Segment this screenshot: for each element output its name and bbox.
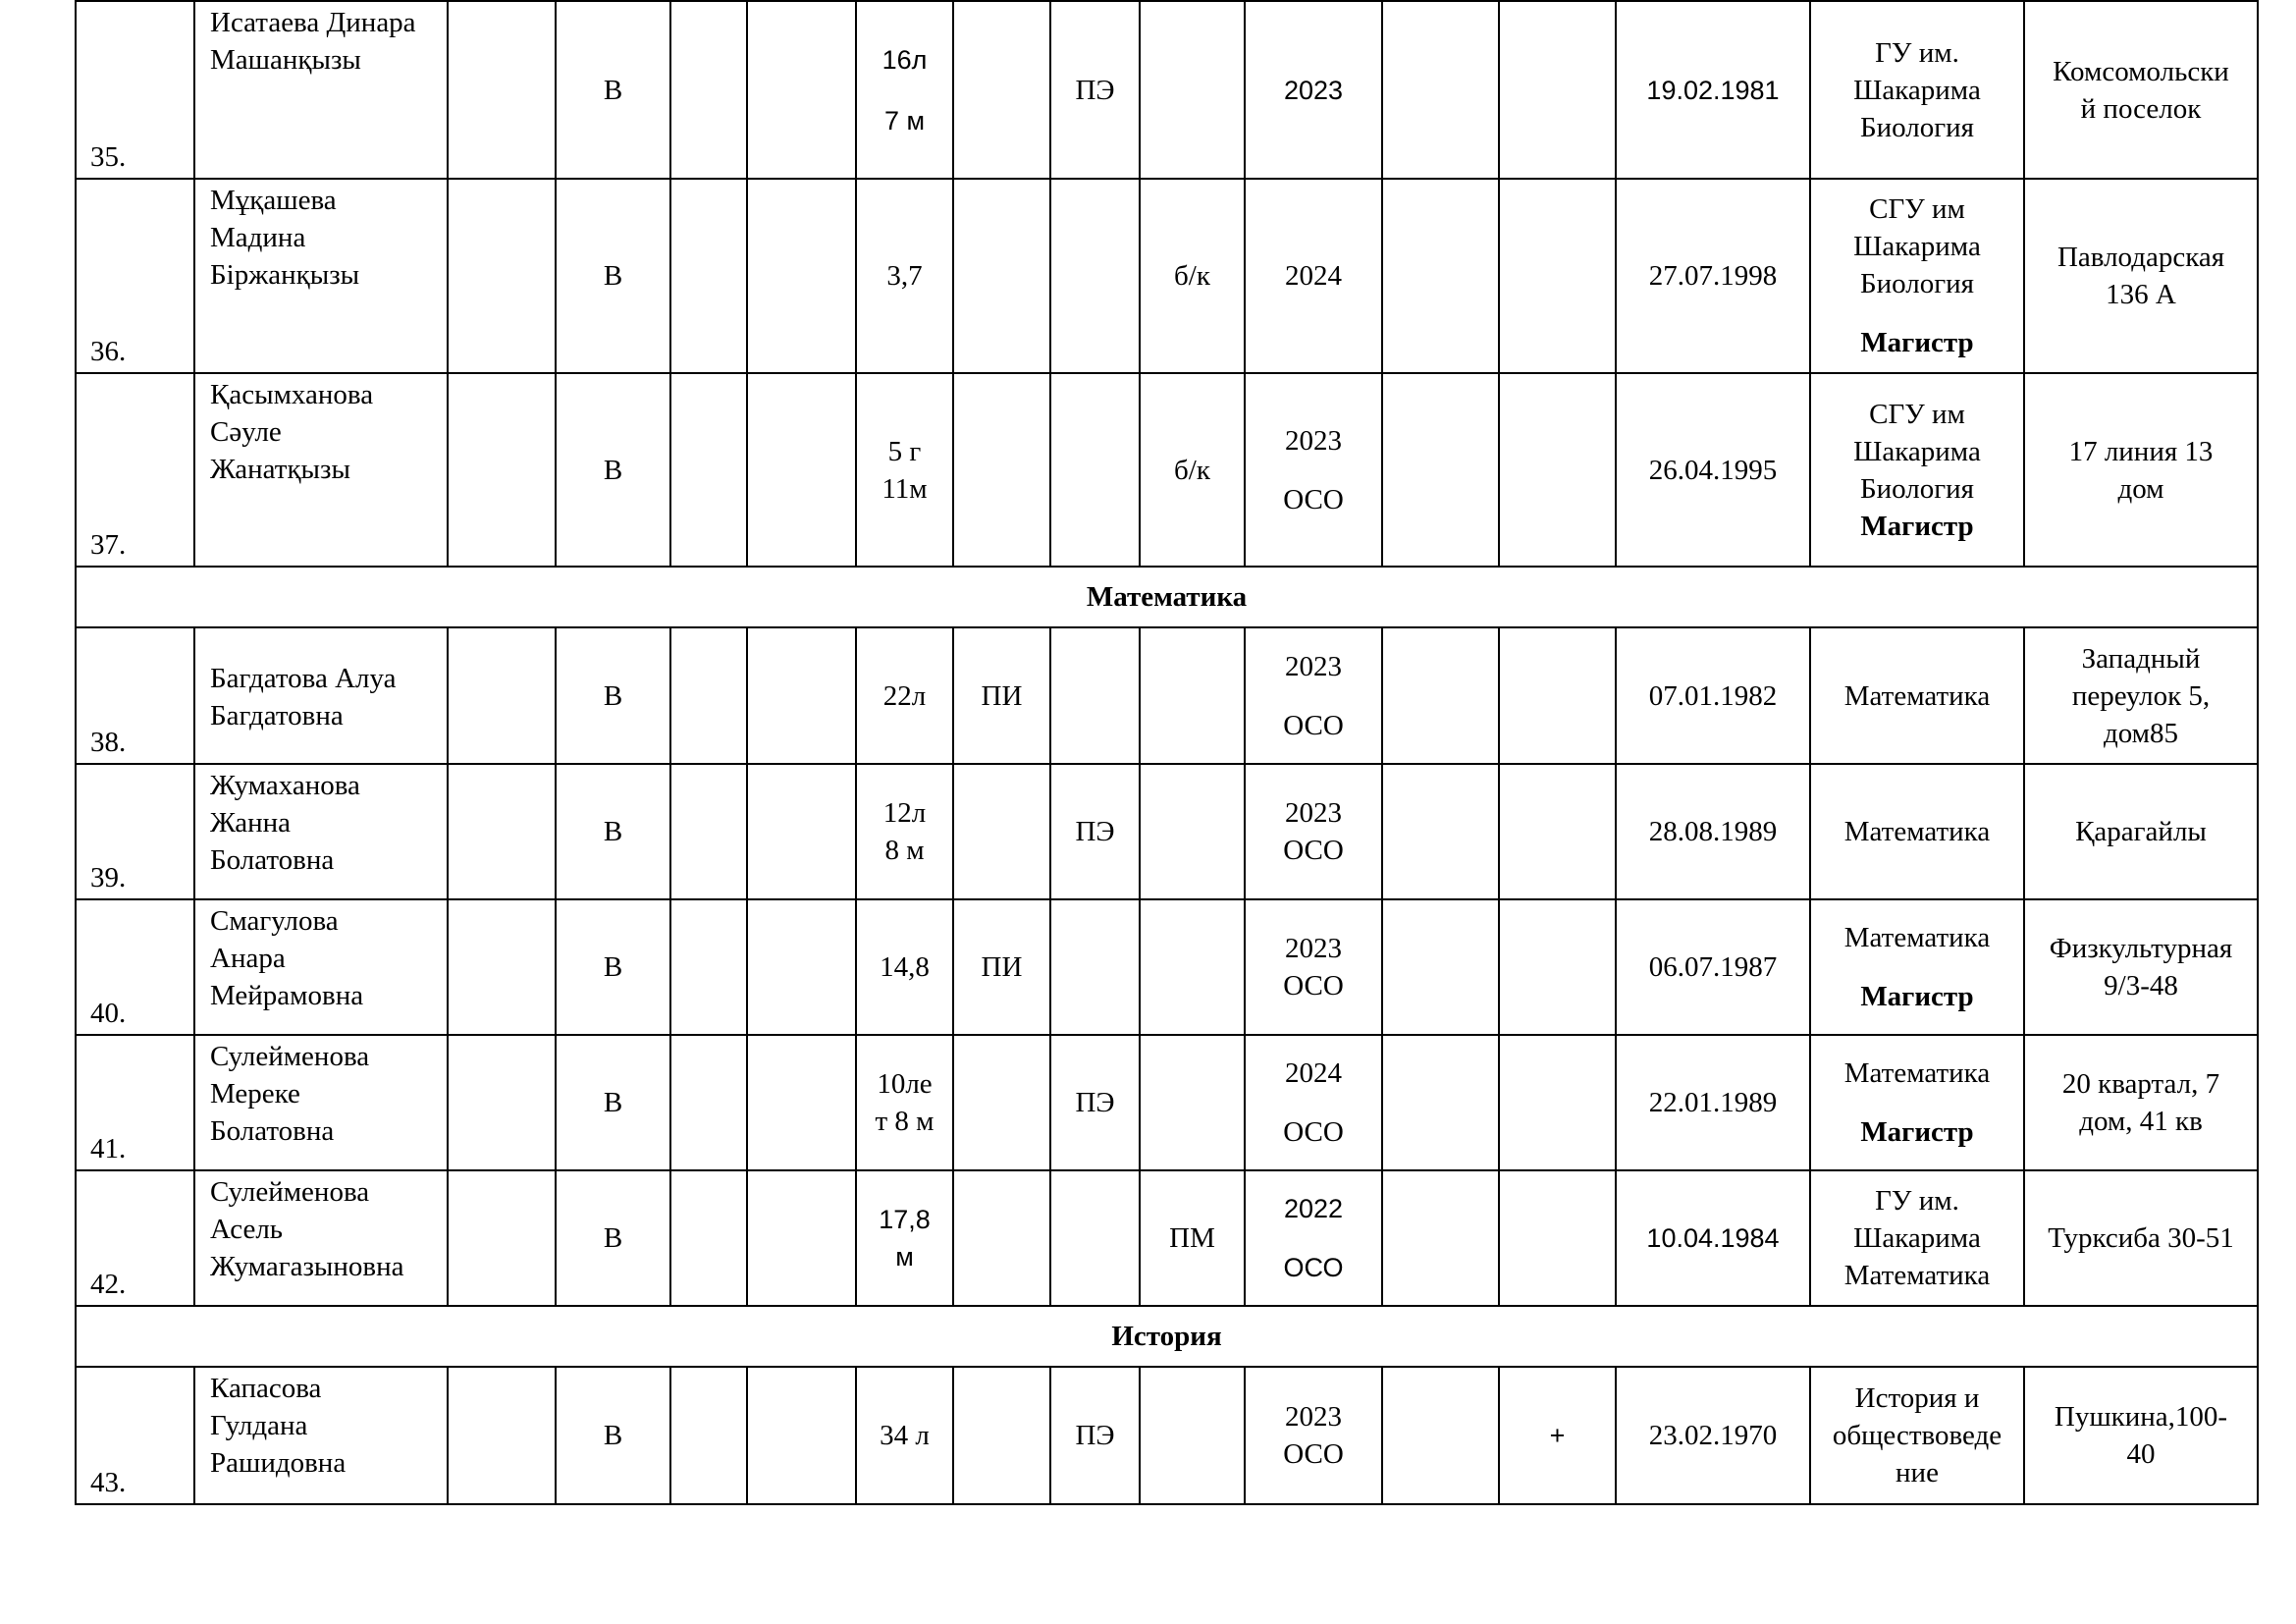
empty-cell bbox=[747, 1170, 856, 1306]
experience-cell: 16л 7 м bbox=[856, 1, 953, 179]
empty-cell bbox=[953, 1170, 1050, 1306]
education-cell: СГУ им Шакарима Биология Магистр bbox=[1810, 179, 2024, 373]
empty-cell bbox=[1382, 1035, 1499, 1170]
empty-cell bbox=[1499, 627, 1616, 764]
degree-label: Магистр bbox=[1860, 510, 1974, 542]
empty-cell bbox=[1050, 179, 1140, 373]
teacher-name: Смагулова Анара Мейрамовна bbox=[194, 899, 448, 1035]
empty-cell bbox=[747, 627, 856, 764]
empty-cell bbox=[1499, 1170, 1616, 1306]
birth-date: 23.02.1970 bbox=[1616, 1367, 1810, 1504]
empty-cell bbox=[448, 627, 556, 764]
qualification-cell: ПМ bbox=[1140, 1170, 1245, 1306]
row-number: 42. bbox=[76, 1170, 194, 1306]
empty-cell bbox=[747, 1035, 856, 1170]
empty-cell bbox=[670, 764, 747, 899]
attestation-year: 2023 ОСО bbox=[1245, 764, 1382, 899]
empty-cell bbox=[1140, 627, 1245, 764]
birth-date: 19.02.1981 bbox=[1616, 1, 1810, 179]
teacher-name: Капасова Гулдана Рашидовна bbox=[194, 1367, 448, 1504]
empty-cell bbox=[1140, 1035, 1245, 1170]
empty-cell bbox=[953, 1035, 1050, 1170]
attestation-year: 2023 ОСО bbox=[1245, 1367, 1382, 1504]
empty-cell bbox=[1050, 373, 1140, 567]
empty-cell bbox=[1050, 1170, 1140, 1306]
education-cell: Математика bbox=[1810, 764, 2024, 899]
empty-cell bbox=[1499, 179, 1616, 373]
empty-cell bbox=[448, 1, 556, 179]
teacher-name: Сулейменова Мереке Болатовна bbox=[194, 1035, 448, 1170]
attestation-year: 2023 ОСО bbox=[1245, 373, 1382, 567]
empty-cell bbox=[670, 1170, 747, 1306]
table-row bbox=[76, 1170, 2258, 1306]
empty-cell bbox=[448, 1170, 556, 1306]
empty-cell bbox=[448, 899, 556, 1035]
teacher-name: Сулейменова Асель Жумагазыновна bbox=[194, 1170, 448, 1306]
empty-cell bbox=[448, 1367, 556, 1504]
empty-cell bbox=[1382, 1170, 1499, 1306]
empty-cell bbox=[1382, 373, 1499, 567]
empty-cell bbox=[448, 179, 556, 373]
experience-cell: 34 л bbox=[856, 1367, 953, 1504]
education-cell: История и обществоведе ние bbox=[1810, 1367, 2024, 1504]
empty-cell bbox=[1499, 373, 1616, 567]
birth-date: 06.07.1987 bbox=[1616, 899, 1810, 1035]
education-cell: Математика Магистр bbox=[1810, 1035, 2024, 1170]
category-cell: В bbox=[556, 627, 670, 764]
category-cell: В bbox=[556, 1170, 670, 1306]
empty-cell bbox=[1050, 899, 1140, 1035]
birth-date: 10.04.1984 bbox=[1616, 1170, 1810, 1306]
row-number: 36. bbox=[76, 179, 194, 373]
address-cell: 17 линия 13 дом bbox=[2024, 373, 2258, 567]
empty-cell bbox=[1140, 1, 1245, 179]
empty-cell bbox=[1140, 764, 1245, 899]
empty-cell bbox=[1050, 627, 1140, 764]
empty-cell bbox=[747, 899, 856, 1035]
empty-cell bbox=[747, 1367, 856, 1504]
category-cell: В bbox=[556, 899, 670, 1035]
education-cell: Математика bbox=[1810, 627, 2024, 764]
empty-cell bbox=[1499, 764, 1616, 899]
teacher-name: Исатаева Динара Машанқызы bbox=[194, 1, 448, 179]
experience-cell: 5 г 11м bbox=[856, 373, 953, 567]
qualification-cell: ПЭ bbox=[1050, 1, 1140, 179]
address-cell: 20 квартал, 7 дом, 41 кв bbox=[2024, 1035, 2258, 1170]
teacher-name: Мұқашева Мадина Біржанқызы bbox=[194, 179, 448, 373]
qualification-cell: ПЭ bbox=[1050, 1367, 1140, 1504]
qualification-cell: ПИ bbox=[953, 627, 1050, 764]
empty-cell bbox=[670, 179, 747, 373]
qualification-cell: б/к bbox=[1140, 373, 1245, 567]
table-row bbox=[76, 627, 2258, 764]
empty-cell bbox=[1382, 179, 1499, 373]
experience-cell: 3,7 bbox=[856, 179, 953, 373]
section-title: Математика bbox=[76, 567, 2258, 627]
empty-cell bbox=[1140, 1367, 1245, 1504]
attestation-year: 2022 ОСО bbox=[1245, 1170, 1382, 1306]
empty-cell bbox=[747, 373, 856, 567]
table-row bbox=[76, 764, 2258, 899]
address-cell: Қарагайлы bbox=[2024, 764, 2258, 899]
empty-cell bbox=[670, 373, 747, 567]
category-cell: В bbox=[556, 1035, 670, 1170]
category-cell: В bbox=[556, 1367, 670, 1504]
attestation-year: 2023 ОСО bbox=[1245, 627, 1382, 764]
table-row bbox=[76, 1, 2258, 179]
table-row bbox=[76, 373, 2258, 567]
teacher-name: Қасымханова Сәуле Жанатқызы bbox=[194, 373, 448, 567]
flag-cell: + bbox=[1499, 1367, 1616, 1504]
section-header-row bbox=[76, 567, 2258, 627]
experience-cell: 17,8 м bbox=[856, 1170, 953, 1306]
experience-cell: 14,8 bbox=[856, 899, 953, 1035]
address-cell: Турксиба 30-51 bbox=[2024, 1170, 2258, 1306]
empty-cell bbox=[1382, 627, 1499, 764]
empty-cell bbox=[670, 1367, 747, 1504]
address-cell: Пушкина,100- 40 bbox=[2024, 1367, 2258, 1504]
degree-label: Магистр bbox=[1860, 1116, 1974, 1148]
empty-cell bbox=[747, 179, 856, 373]
attestation-year: 2024 bbox=[1245, 179, 1382, 373]
education-cell: СГУ им Шакарима Биология Магистр bbox=[1810, 373, 2024, 567]
empty-cell bbox=[1382, 899, 1499, 1035]
empty-cell bbox=[670, 627, 747, 764]
teacher-name: Жумаханова Жанна Болатовна bbox=[194, 764, 448, 899]
empty-cell bbox=[1140, 899, 1245, 1035]
birth-date: 26.04.1995 bbox=[1616, 373, 1810, 567]
row-number: 39. bbox=[76, 764, 194, 899]
table-row bbox=[76, 1367, 2258, 1504]
education-cell: ГУ им. Шакарима Математика bbox=[1810, 1170, 2024, 1306]
empty-cell bbox=[448, 764, 556, 899]
address-cell: Западный переулок 5, дом85 bbox=[2024, 627, 2258, 764]
experience-cell: 12л 8 м bbox=[856, 764, 953, 899]
staff-table bbox=[75, 0, 2259, 1505]
row-number: 35. bbox=[76, 1, 194, 179]
category-cell: В bbox=[556, 1, 670, 179]
empty-cell bbox=[747, 1, 856, 179]
empty-cell bbox=[670, 1035, 747, 1170]
table-row bbox=[76, 899, 2258, 1035]
row-number: 41. bbox=[76, 1035, 194, 1170]
empty-cell bbox=[953, 179, 1050, 373]
experience-cell: 22л bbox=[856, 627, 953, 764]
attestation-year: 2024 ОСО bbox=[1245, 1035, 1382, 1170]
empty-cell bbox=[448, 373, 556, 567]
empty-cell bbox=[1499, 899, 1616, 1035]
education-cell: ГУ им. Шакарима Биология bbox=[1810, 1, 2024, 179]
empty-cell bbox=[1499, 1035, 1616, 1170]
table-row bbox=[76, 1035, 2258, 1170]
birth-date: 22.01.1989 bbox=[1616, 1035, 1810, 1170]
empty-cell bbox=[1499, 1, 1616, 179]
empty-cell bbox=[747, 764, 856, 899]
education-cell: Математика Магистр bbox=[1810, 899, 2024, 1035]
empty-cell bbox=[670, 899, 747, 1035]
experience-cell: 10ле т 8 м bbox=[856, 1035, 953, 1170]
qualification-cell: б/к bbox=[1140, 179, 1245, 373]
empty-cell bbox=[448, 1035, 556, 1170]
empty-cell bbox=[953, 1367, 1050, 1504]
empty-cell bbox=[953, 764, 1050, 899]
empty-cell bbox=[670, 1, 747, 179]
table-row bbox=[76, 179, 2258, 373]
row-number: 40. bbox=[76, 899, 194, 1035]
row-number: 43. bbox=[76, 1367, 194, 1504]
attestation-year: 2023 ОСО bbox=[1245, 899, 1382, 1035]
degree-label: Магистр bbox=[1860, 981, 1974, 1012]
section-header-row bbox=[76, 1306, 2258, 1367]
qualification-cell: ПИ bbox=[953, 899, 1050, 1035]
empty-cell bbox=[1382, 764, 1499, 899]
address-cell: Физкультурная 9/3-48 bbox=[2024, 899, 2258, 1035]
address-cell: Павлодарская 136 А bbox=[2024, 179, 2258, 373]
birth-date: 27.07.1998 bbox=[1616, 179, 1810, 373]
category-cell: В bbox=[556, 373, 670, 567]
birth-date: 28.08.1989 bbox=[1616, 764, 1810, 899]
empty-cell bbox=[1382, 1367, 1499, 1504]
category-cell: В bbox=[556, 179, 670, 373]
empty-cell bbox=[953, 373, 1050, 567]
category-cell: В bbox=[556, 764, 670, 899]
degree-label: Магистр bbox=[1860, 327, 1974, 358]
teacher-name: Багдатова Алуа Багдатовна bbox=[194, 627, 448, 764]
attestation-year: 2023 bbox=[1245, 1, 1382, 179]
qualification-cell: ПЭ bbox=[1050, 764, 1140, 899]
row-number: 38. bbox=[76, 627, 194, 764]
birth-date: 07.01.1982 bbox=[1616, 627, 1810, 764]
row-number: 37. bbox=[76, 373, 194, 567]
empty-cell bbox=[953, 1, 1050, 179]
empty-cell bbox=[1382, 1, 1499, 179]
address-cell: Комсомольски й поселок bbox=[2024, 1, 2258, 179]
qualification-cell: ПЭ bbox=[1050, 1035, 1140, 1170]
section-title: История bbox=[76, 1306, 2258, 1367]
